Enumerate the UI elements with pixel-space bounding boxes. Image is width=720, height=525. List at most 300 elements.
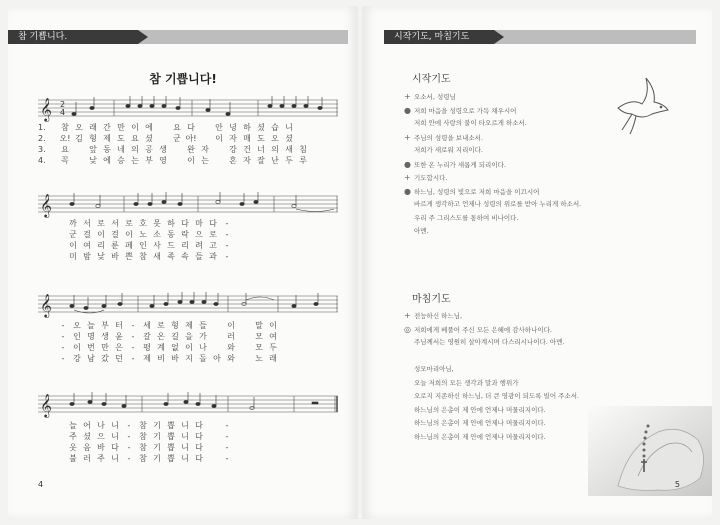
syllable: 오!: [59, 134, 71, 143]
syllable: 자: [229, 134, 237, 143]
prayer-line: [404, 158, 674, 172]
syllable: -: [127, 454, 131, 463]
syllable: 바: [97, 443, 105, 452]
syllable: 주: [97, 454, 105, 463]
syllable: -: [225, 219, 229, 228]
prayer-text: 아멘.: [414, 227, 429, 235]
syllable: 이: [125, 230, 133, 239]
right-page: [362, 6, 712, 519]
syllable: 자: [201, 145, 209, 154]
syllable: 오: [73, 321, 81, 330]
syllable: 쁩: [167, 421, 175, 430]
left-header-tab: 참 기쁩니다.: [8, 30, 138, 44]
syllable: 잘: [257, 156, 265, 165]
verse-line: [38, 122, 338, 133]
syllable: 참: [139, 443, 147, 452]
syllable: -: [225, 432, 229, 441]
syllable: -: [131, 354, 135, 363]
syllable: 로: [157, 321, 165, 330]
syllable: 니: [111, 454, 119, 463]
syllable: 니: [181, 421, 189, 430]
syllable: 이: [73, 343, 81, 352]
syllable: 으: [97, 432, 105, 441]
prayer-text: 주님의 성령을 보내소서.: [414, 133, 483, 142]
syllable: 셨: [83, 432, 91, 441]
syllable: 요: [131, 134, 139, 143]
closing-prayer-title: 마침기도: [412, 294, 451, 305]
syllable: 마: [195, 219, 203, 228]
prayer-line: [404, 171, 674, 185]
syllable: 군: [173, 134, 181, 143]
prayer-text: 하느님의 은총이 제 안에 언제나 머물리지이다.: [414, 405, 546, 414]
syllable: 미: [69, 252, 77, 261]
syllable: 부: [101, 321, 109, 330]
syllable: 침: [299, 145, 307, 154]
verse-line: [38, 155, 338, 166]
syllable: 돌: [199, 354, 207, 363]
prayer-line: [404, 185, 674, 199]
syllable: 로: [125, 219, 133, 228]
syllable: 가: [199, 332, 207, 341]
prayer-line: [404, 350, 674, 364]
syllable: 못: [153, 219, 161, 228]
syllable: 나: [97, 421, 105, 430]
syllable: 까: [69, 219, 77, 228]
rest-icon: [312, 402, 318, 404]
prayer-line: [404, 117, 674, 131]
syllable: -: [61, 332, 65, 341]
syllable: 승: [117, 156, 125, 165]
syllable: 주: [69, 432, 77, 441]
syllable: 바: [111, 252, 119, 261]
syllable: 셨: [257, 123, 265, 132]
note-group-3: [70, 292, 318, 313]
syllable: 강: [229, 145, 237, 154]
page-number-left: 4: [38, 480, 44, 489]
opening-prayer: [404, 90, 674, 239]
prayer-line: [404, 377, 674, 391]
syllable: 너: [257, 145, 265, 154]
note-group-4: [70, 392, 318, 410]
syllable: 드: [167, 241, 175, 250]
syllable: 비: [157, 354, 165, 363]
cross-icon: +: [404, 92, 411, 101]
prayer-line: [404, 336, 674, 350]
syllable: 다: [111, 443, 119, 452]
syllable: 하: [243, 123, 251, 132]
syllable: 갔: [101, 354, 109, 363]
syllable: 걸: [111, 230, 119, 239]
syllable: 사: [153, 241, 161, 250]
prayer-text: 성모마리아님,: [414, 365, 454, 373]
syllable: 자: [243, 156, 251, 165]
syllable: 도: [117, 134, 125, 143]
prayer-line: [404, 363, 674, 377]
prayer-line: [404, 309, 674, 323]
syllable: 룬: [111, 241, 119, 250]
syllable: 갈: [143, 332, 151, 341]
syllable: 기: [153, 443, 161, 452]
syllable: -: [225, 252, 229, 261]
syllable: 다: [209, 219, 217, 228]
syllable: 이: [227, 321, 235, 330]
cross-icon: +: [404, 132, 411, 142]
syllable: -: [225, 443, 229, 452]
syllable: 들: [199, 321, 207, 330]
syllable: 기: [153, 454, 161, 463]
syllable: 이: [269, 321, 277, 330]
prayer-line: [404, 104, 674, 118]
prayer-text: 저희 마음을 성령으로 가득 채우시어: [414, 106, 517, 115]
syllable: 여: [83, 241, 91, 250]
syllable: 는: [201, 156, 209, 165]
syllable: 소: [153, 230, 161, 239]
syllable: 인: [139, 241, 147, 250]
syllable: 서: [111, 219, 119, 228]
syllable: 말: [255, 321, 263, 330]
syllable: 낮: [89, 156, 97, 165]
syllable: -: [131, 321, 135, 330]
syllable: -: [127, 432, 131, 441]
syllable: 요: [173, 123, 181, 132]
syllable: 간: [103, 123, 111, 132]
prayer-text: 저희에게 베풀어 주신 모든 은혜에 감사하나이다.: [414, 325, 552, 334]
treble-clef-icon: 𝄞: [40, 393, 52, 417]
syllable: 걸: [83, 230, 91, 239]
syllable: -: [225, 421, 229, 430]
right-header-tab: 시작기도, 마침기도: [384, 30, 494, 44]
prayer-line: [404, 144, 674, 158]
treble-clef-icon: 𝄞: [40, 193, 52, 217]
syllable: 속: [181, 252, 189, 261]
syllable: -: [225, 241, 229, 250]
syllable: 길: [171, 332, 179, 341]
syllable: 난: [271, 156, 279, 165]
syllable: 아!: [185, 134, 197, 143]
syllable: 바: [171, 354, 179, 363]
syllable: 오: [271, 134, 279, 143]
song-title: 참 기쁩니다!: [149, 72, 217, 86]
left-page: [8, 6, 358, 519]
syllable: 두: [269, 343, 277, 352]
syllable: 완: [187, 145, 195, 154]
prayer-text: 하느님의 은총이 제 안에 언제나 머물리지이다.: [414, 419, 546, 427]
right-header-bar: [384, 30, 696, 44]
syllable: 려: [195, 241, 203, 250]
syllable: 은: [115, 343, 123, 352]
syllable: 동: [103, 145, 111, 154]
syllable: 윤: [115, 332, 123, 341]
syllable: 던: [115, 354, 123, 363]
syllable: 루: [299, 156, 307, 165]
syllable: 음: [83, 443, 91, 452]
prayer-text: 오소서, 성령님: [414, 93, 456, 101]
syllable: 니: [285, 123, 293, 132]
syllable: 군: [69, 230, 77, 239]
syllable: 평: [143, 343, 151, 352]
syllable: 오: [75, 123, 83, 132]
syllable: 새: [285, 145, 293, 154]
prayer-text: 하느님, 성령의 빛으로 저희 마음을 이끄시어: [414, 187, 540, 196]
prayer-text: 전능하신 하느님,: [414, 312, 463, 320]
syllable: -: [131, 332, 135, 341]
syllable: -: [225, 454, 229, 463]
verse-line: [56, 331, 356, 342]
prayer-text: 기도합시다.: [414, 174, 448, 182]
syllable: 하: [167, 219, 175, 228]
syllable: 쁩: [167, 432, 175, 441]
syllable: 다: [195, 443, 203, 452]
syllable: 어: [83, 421, 91, 430]
syllable: 다: [187, 123, 195, 132]
page-number-right: 5: [674, 480, 680, 489]
prayer-line: [404, 198, 674, 212]
syllable: 모: [255, 332, 263, 341]
syllable: -: [127, 443, 131, 452]
verse-number: 2.: [38, 134, 46, 143]
syllable: 와: [227, 343, 235, 352]
syllable: 온: [157, 332, 165, 341]
syllable: 건: [243, 145, 251, 154]
syllable: 셨: [145, 134, 153, 143]
prayer-line: [404, 225, 674, 239]
syllable: 의: [271, 145, 279, 154]
syllable: 웃: [69, 443, 77, 452]
syllable: 생: [159, 145, 167, 154]
syllable: 이: [185, 343, 193, 352]
syllable: 니: [111, 421, 119, 430]
verse-line: [66, 453, 358, 464]
verse-line: [66, 251, 358, 262]
syllable: 과: [209, 252, 217, 261]
syllable: 와: [227, 354, 235, 363]
syllable: 서: [83, 219, 91, 228]
syllable: 참: [139, 252, 147, 261]
syllable: 니: [181, 432, 189, 441]
syllable: 족: [167, 252, 175, 261]
syllable: 쁜: [125, 252, 133, 261]
syllable: 번: [87, 343, 95, 352]
syllable: 녕: [229, 123, 237, 132]
syllable: 습: [271, 123, 279, 132]
verse-line: [66, 229, 358, 240]
syllable: 셨: [285, 134, 293, 143]
syllable: 고: [209, 241, 217, 250]
syllable: 계: [157, 343, 165, 352]
syllable: -: [127, 421, 131, 430]
syllable: 아: [213, 354, 221, 363]
syllable: 생: [101, 332, 109, 341]
lyrics-system-1: [38, 122, 338, 166]
bullet-dot-icon: ●: [404, 105, 411, 115]
syllable: 다: [195, 432, 203, 441]
prayer-text: 오로지 지존하신 하느님, 더 큰 영광이 되도록 빌어 주소서.: [414, 392, 580, 400]
syllable: 밤: [83, 252, 91, 261]
syllable: 형: [171, 321, 179, 330]
syllable: 영: [159, 156, 167, 165]
syllable: 니: [111, 432, 119, 441]
cross-icon: +: [404, 173, 411, 182]
syllable: 니: [181, 454, 189, 463]
verse-line: [56, 342, 356, 353]
verse-line: [56, 320, 356, 331]
time-signature-bottom: 4: [60, 108, 66, 117]
syllable: 래: [89, 123, 97, 132]
syllable: 페: [125, 241, 133, 250]
syllable: 러: [83, 454, 91, 463]
syllable: 의: [131, 145, 139, 154]
syllable: 리: [97, 241, 105, 250]
verse-line: [56, 353, 356, 364]
syllable: 남: [87, 354, 95, 363]
syllable: -: [61, 321, 65, 330]
syllable: 터: [115, 321, 123, 330]
syllable: 형: [89, 134, 97, 143]
syllable: 참: [139, 421, 147, 430]
syllable: 안: [215, 123, 223, 132]
syllable: 기: [153, 432, 161, 441]
syllable: 참: [61, 123, 69, 132]
syllable: 호: [139, 219, 147, 228]
syllable: 동: [167, 230, 175, 239]
treble-clef-icon: 𝄞: [40, 97, 52, 121]
bullet-dot-icon: ●: [404, 186, 411, 196]
syllable: 이: [215, 134, 223, 143]
prayer-text: 우리 주 그리스도를 통하여 비나이다.: [414, 213, 519, 222]
syllable: 는: [131, 156, 139, 165]
syllable: 늘: [87, 321, 95, 330]
syllable: 제: [143, 354, 151, 363]
prayer-text: 또한 온 누리가 새롭게 되리이다.: [414, 160, 506, 169]
syllable: 없: [171, 343, 179, 352]
syllable: 로: [97, 219, 105, 228]
verse-line: [66, 240, 358, 251]
opening-prayer-title: 시작기도: [412, 74, 451, 85]
prayer-line: [404, 390, 674, 404]
syllable: 리: [181, 241, 189, 250]
syllable: 이: [97, 230, 105, 239]
circle-marker-icon: ◎: [404, 324, 411, 334]
verse-line: [38, 133, 338, 144]
prayer-line: [404, 212, 674, 226]
syllable: 늘: [69, 421, 77, 430]
verse-number: 3.: [38, 145, 46, 154]
syllable: 으: [195, 230, 203, 239]
prayer-line: [404, 131, 674, 145]
verse-number: 4.: [38, 156, 46, 165]
syllable: 공: [145, 145, 153, 154]
syllable: 앞: [89, 145, 97, 154]
syllable: 네: [117, 145, 125, 154]
syllable: 러: [227, 332, 235, 341]
note-group-2: [70, 192, 334, 212]
left-header-bar: [8, 30, 348, 44]
syllable: 다: [195, 421, 203, 430]
praying-hands-rosary-image: [588, 406, 712, 496]
syllable: 이: [187, 156, 195, 165]
verse-line: [66, 420, 358, 431]
syllable: 노: [255, 354, 263, 363]
prayer-line: [404, 90, 674, 104]
verse-number: 1.: [38, 123, 46, 132]
syllable: 요: [61, 145, 69, 154]
syllable: 제: [103, 134, 111, 143]
syllable: 여: [269, 332, 277, 341]
syllable: 노: [139, 230, 147, 239]
syllable: 만: [101, 343, 109, 352]
syllable: 들: [195, 252, 203, 261]
syllable: 만: [117, 123, 125, 132]
syllable: 혼: [229, 156, 237, 165]
syllable: 에: [103, 156, 111, 165]
syllable: 인: [73, 332, 81, 341]
syllable: 매: [243, 134, 251, 143]
verse-line: [66, 431, 358, 442]
syllable: -: [131, 343, 135, 352]
syllable: 참: [139, 454, 147, 463]
lyrics-system-3: [56, 320, 356, 364]
prayer-text: 오늘 저희의 모든 생각과 말과 행위가: [414, 378, 519, 387]
syllable: -: [61, 354, 65, 363]
syllable: -: [61, 343, 65, 352]
time-signature-top: 2: [60, 100, 66, 109]
syllable: 부: [145, 156, 153, 165]
syllable: 기: [153, 421, 161, 430]
syllable: 이: [131, 123, 139, 132]
syllable: 참: [139, 432, 147, 441]
note-group-1: [72, 96, 322, 116]
syllable: 김: [75, 134, 83, 143]
syllable: -: [225, 230, 229, 239]
syllable: 명: [87, 332, 95, 341]
syllable: 쁩: [167, 454, 175, 463]
syllable: 다: [195, 454, 203, 463]
verse-line: [66, 218, 358, 229]
syllable: 을: [185, 332, 193, 341]
syllable: 이: [69, 241, 77, 250]
syllable: 다: [181, 219, 189, 228]
syllable: 새: [153, 252, 161, 261]
prayer-text: 하느님의 은총이 제 안에 언제나 머물리지이다.: [414, 432, 546, 441]
lyrics-system-4: [66, 420, 358, 464]
verse-line: [66, 442, 358, 453]
prayer-text: 저희가 새로워 지리이다.: [414, 146, 483, 154]
prayer-text: 바르게 생각하고 언제나 성령의 위로를 받아 누리게 하소서.: [414, 200, 582, 208]
prayer-text: 주님께서는 영원히 살아계시며 다스리시나이다. 아멘.: [414, 338, 565, 346]
syllable: 나: [199, 343, 207, 352]
syllable: 꼭: [61, 156, 69, 165]
syllable: 낮: [97, 252, 105, 261]
syllable: 로: [209, 230, 217, 239]
syllable: 세: [143, 321, 151, 330]
prayer-line: [404, 323, 674, 337]
syllable: 모: [255, 343, 263, 352]
syllable: 지: [185, 354, 193, 363]
syllable: 도: [257, 134, 265, 143]
treble-clef-icon: 𝄞: [40, 293, 52, 317]
prayer-text: 저희 안에 사랑의 불이 타오르게 하소서.: [414, 119, 527, 127]
bullet-dot-icon: ●: [404, 159, 411, 169]
syllable: 제: [185, 321, 193, 330]
verse-line: [38, 144, 338, 155]
syllable: 쁩: [167, 443, 175, 452]
syllable: 니: [181, 443, 189, 452]
syllable: 두: [285, 156, 293, 165]
syllable: 에: [145, 123, 153, 132]
syllable: 래: [269, 354, 277, 363]
lyrics-system-2: [66, 218, 358, 262]
syllable: 락: [181, 230, 189, 239]
